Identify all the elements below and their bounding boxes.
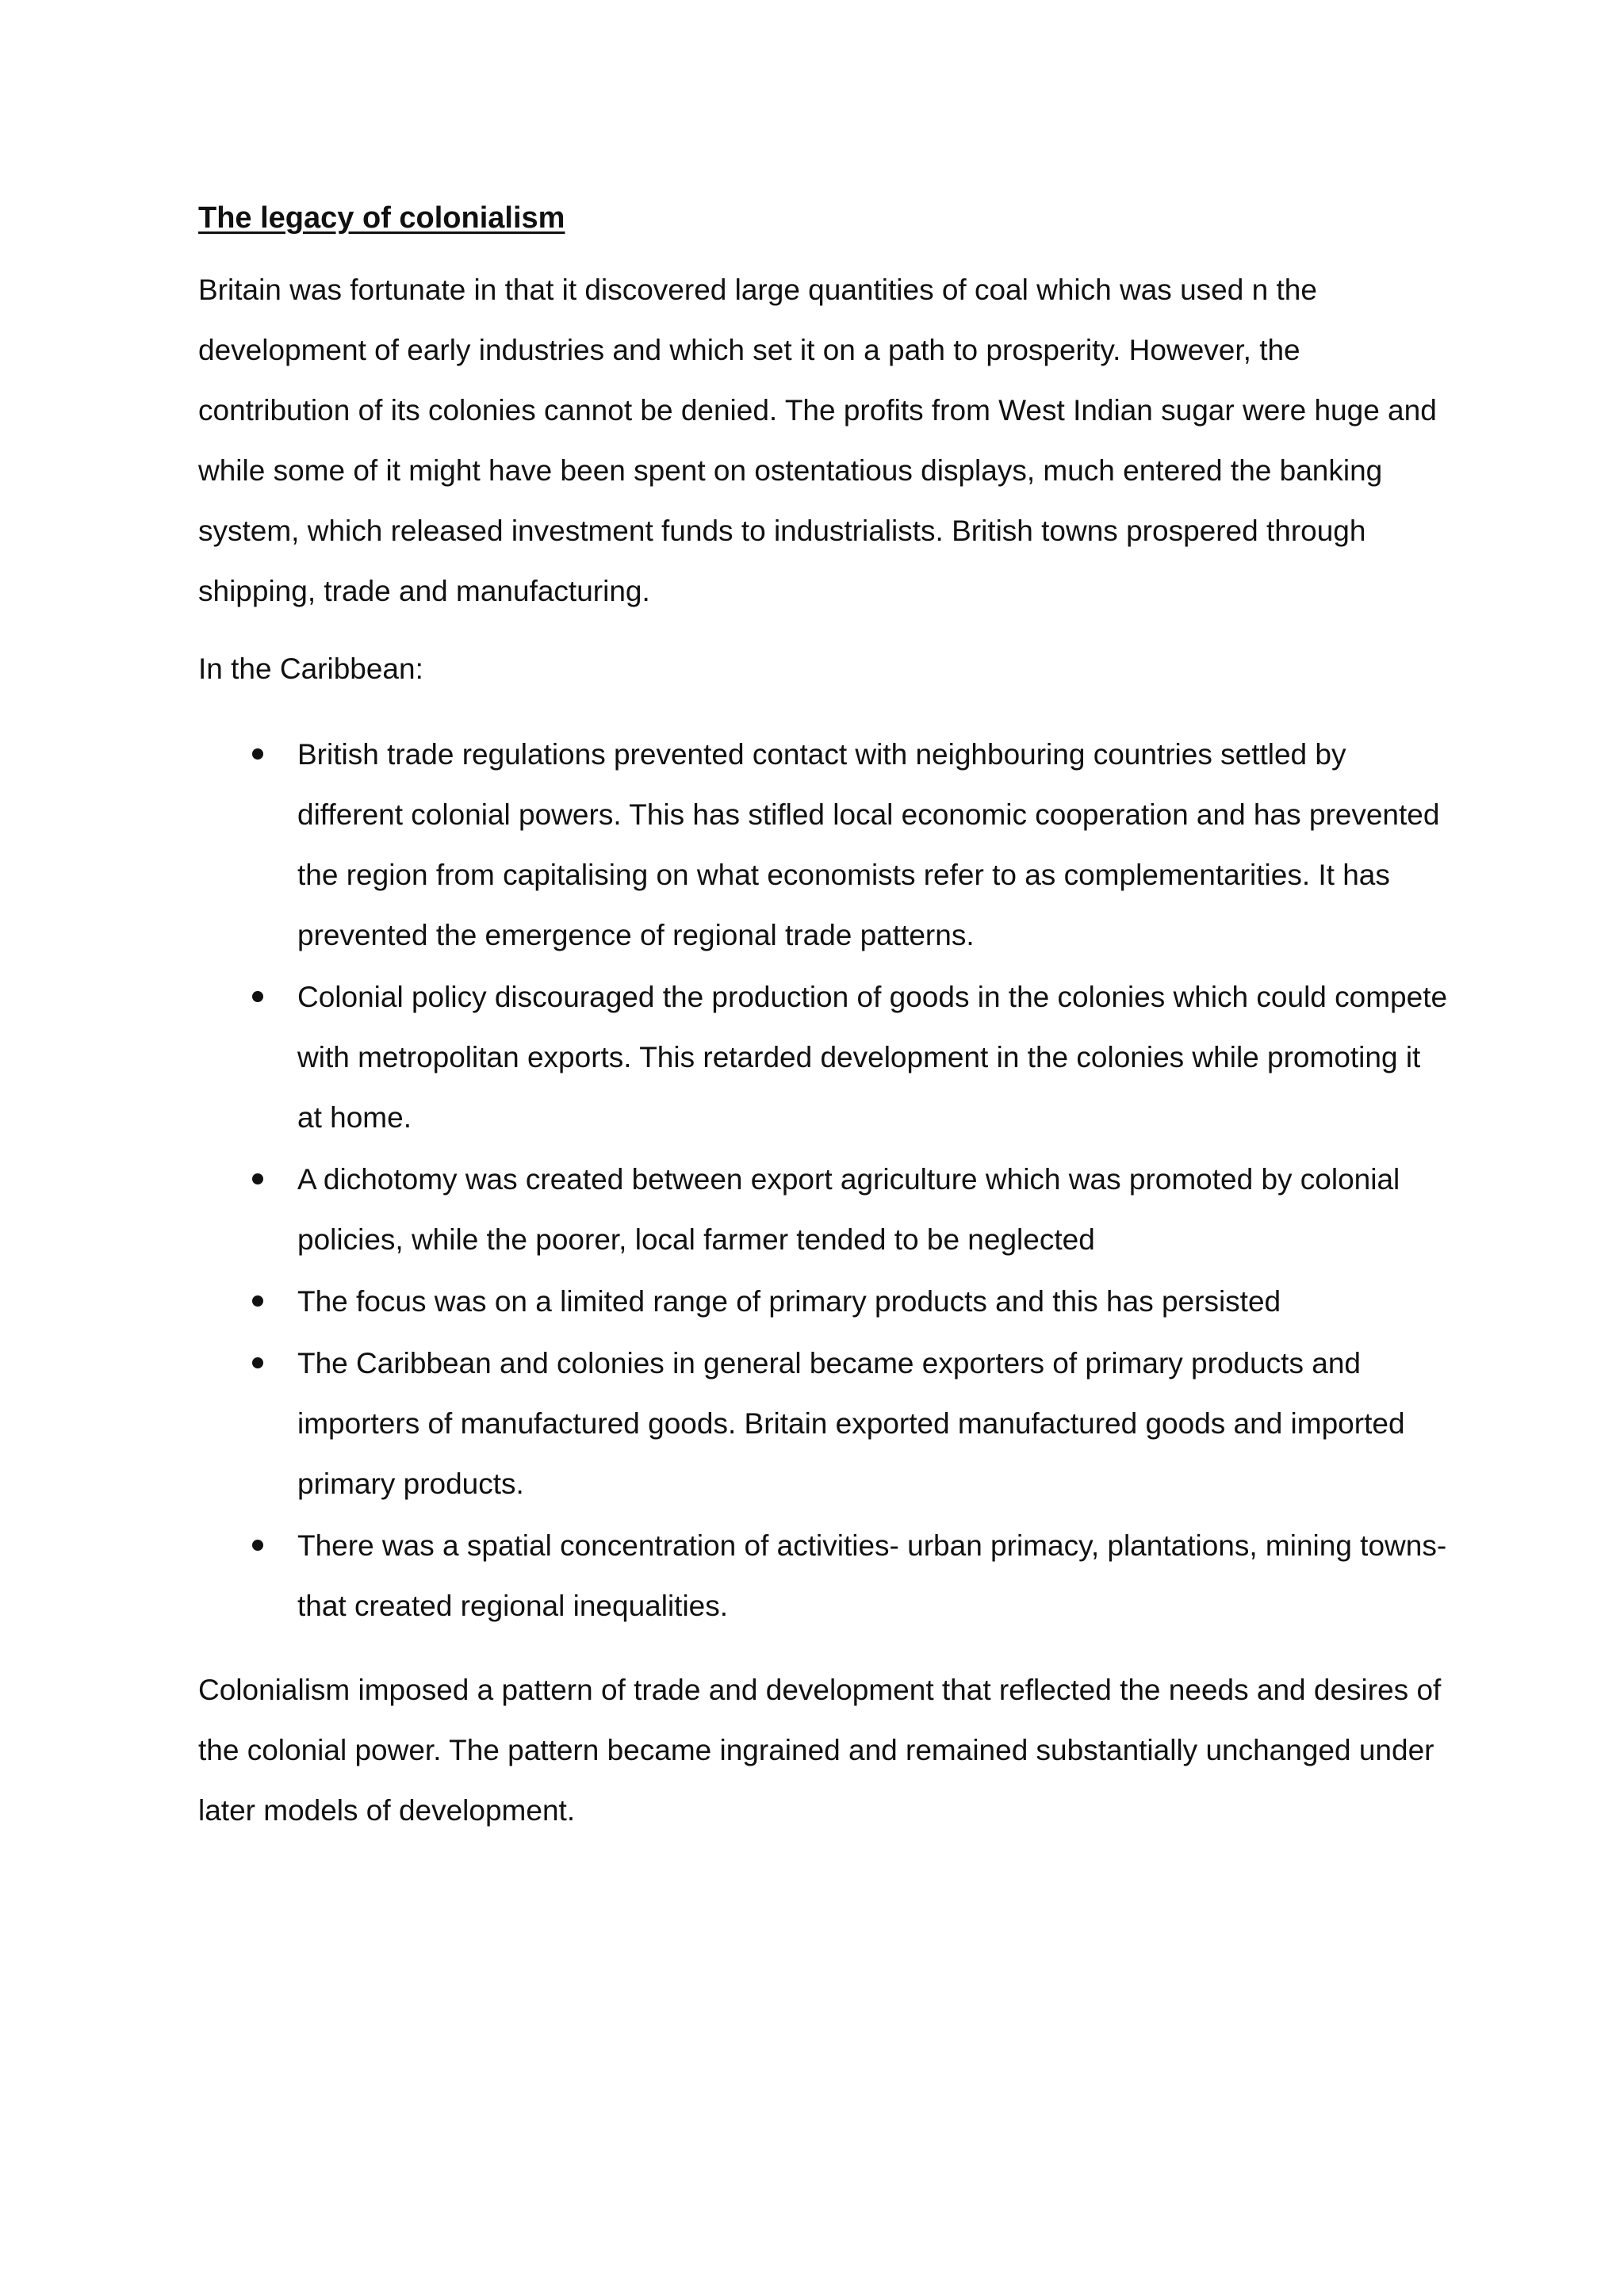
bullet-item bbox=[198, 725, 1451, 966]
bullet-item bbox=[198, 1516, 1451, 1636]
bullet-item bbox=[198, 1334, 1451, 1514]
bullet-text: The focus was on a limited range of primary products and this has persisted bbox=[297, 1285, 1281, 1318]
paragraph-britain-coal: Britain was fortunate in that it discovered large quantities of coal which was used n the development of early industries and which set it on a path to prosperity. However, the contribution of its colonies cannot be denied. The profits from West Indian sugar were huge and while some of it might have been spent on ostentatious displays, much entered the banking system, which released investment funds to industrialists. British towns prospered through shipping, trade and manufacturing. bbox=[198, 274, 1437, 607]
bullet-dot-icon bbox=[252, 1173, 263, 1184]
bullet-item bbox=[198, 967, 1451, 1148]
bullet-item bbox=[198, 1150, 1451, 1270]
document-title: The legacy of colonialism bbox=[198, 201, 565, 235]
paragraph-colonialism-pattern: Colonialism imposed a pattern of trade and development that reflected the needs and desires of the colonial power. The pattern became ingrained and remained substantially unchanged under later models of development. bbox=[198, 1674, 1442, 1827]
bullet-dot-icon bbox=[252, 748, 263, 760]
bullet-text: British trade regulations prevented contact with neighbouring countries settled by different colonial powers. This has stifled local economic cooperation and has prevented the region from capitalising on what economists refer to as complementarities. It has prevented the emergence of regional trade patterns. bbox=[297, 738, 1440, 951]
bullet-dot-icon bbox=[252, 991, 263, 1002]
bullet-item bbox=[198, 1272, 1451, 1332]
bullet-text: There was a spatial concentration of activities- urban primacy, plantations, mining towns- that created regional inequalities. bbox=[297, 1529, 1447, 1622]
caribbean-bullet-list bbox=[198, 725, 1451, 1636]
bullet-text: A dichotomy was created between export agriculture which was promoted by colonial policies, while the poorer, local farmer tended to be neglected bbox=[297, 1163, 1400, 1256]
bullet-text: Colonial policy discouraged the production of goods in the colonies which could compete with metropolitan exports. This retarded development in the colonies while promoting it at home. bbox=[297, 981, 1448, 1134]
bullet-dot-icon bbox=[252, 1357, 263, 1368]
bullet-dot-icon bbox=[252, 1295, 263, 1307]
bullet-dot-icon bbox=[252, 1540, 263, 1551]
caribbean-intro: In the Caribbean: bbox=[198, 652, 423, 685]
bullet-text: The Caribbean and colonies in general became exporters of primary products and importers of manufactured goods. Britain exported manufactured goods and imported primary products. bbox=[297, 1347, 1405, 1500]
document-page bbox=[198, 197, 1451, 1858]
